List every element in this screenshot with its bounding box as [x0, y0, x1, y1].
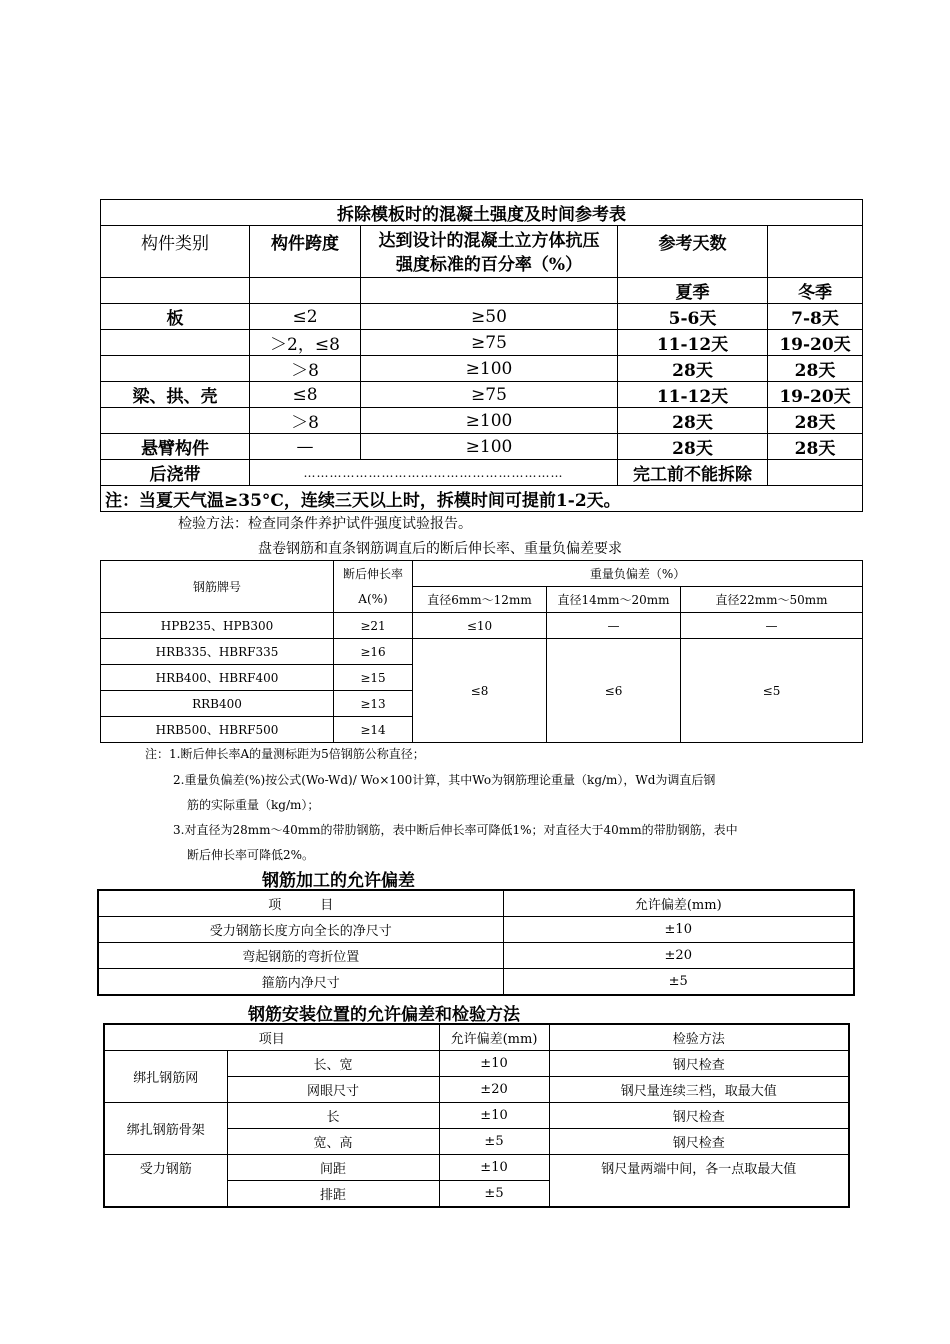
header-elong: 断后伸长率	[334, 561, 413, 587]
table-row: 宽、高 ±5 钢尺检查	[104, 1129, 849, 1155]
table-row: HRB400、HBRF400 ≥15	[101, 665, 863, 691]
table-row: 受力钢筋 间距 ±10 钢尺量两端中间，各一点取最大值	[104, 1155, 849, 1181]
header-summer: 夏季	[618, 278, 768, 304]
table-row: 梁、拱、壳 ≤8 ≥75 11-12天 19-20天	[101, 382, 863, 408]
header-ref-days: 参考天数	[618, 226, 768, 278]
header-weight-dev: 重量负偏差（%）	[413, 561, 863, 587]
table-row: HPB235、HPB300 ≥21 ≤10 — —	[101, 613, 863, 639]
table-row: 网眼尺寸 ±20 钢尺量连续三档，取最大值	[104, 1077, 849, 1103]
installation-tolerance-table: 项目 允许偏差(mm) 检验方法 绑扎钢筋网 长、宽 ±10 钢尺检查 网眼尺寸 ±20 钢尺量连续三档，取最大值 绑扎钢筋骨架 长 ±10 钢尺检查 宽、高 ±5 钢尺检查 受力钢筋 间距 ±10 钢尺量两端中间，各一点取最大值 排距 ±5	[103, 1023, 850, 1208]
table-row: 悬臂构件 — ≥100 28天 28天	[101, 434, 863, 460]
table1-note: 注：当夏天气温≥35°C，连续三天以上时，拆模时间可提前1-2天。	[101, 486, 863, 512]
table3-title: 钢筋加工的允许偏差	[262, 871, 415, 891]
table-row: ＞2，≤8 ≥75 11-12天 19-20天	[101, 330, 863, 356]
table-row: HRB500、HBRF500 ≥14	[101, 717, 863, 743]
table-row: HRB335、HBRF335 ≥16 ≤8 ≤6 ≤5	[101, 639, 863, 665]
table-row: 后浇带 …………………………………………………… 完工前不能拆除	[101, 460, 863, 486]
header-span: 构件跨度	[250, 226, 361, 278]
header-grade: 钢筋牌号	[101, 561, 334, 613]
inspection-method: 检验方法：检查同条件养护试件强度试验报告。	[178, 516, 472, 532]
table-row: 排距 ±5	[104, 1181, 849, 1208]
table-row: ＞8 ≥100 28天 28天	[101, 356, 863, 382]
note-1: 注：1.断后伸长率A的量测标距为5倍钢筋公称直径；	[145, 747, 425, 761]
processing-tolerance-table: 项 目 允许偏差(mm) 受力钢筋长度方向全长的净尺寸 ±10 弯起钢筋的弯折位置 ±20 箍筋内净尺寸 ±5	[97, 889, 855, 996]
table-row: 箍筋内净尺寸 ±5	[98, 969, 854, 996]
table-row: 绑扎钢筋网 长、宽 ±10 钢尺检查	[104, 1051, 849, 1077]
header-d2: 直径14mm～20mm	[547, 587, 681, 613]
table-row: ＞8 ≥100 28天 28天	[101, 408, 863, 434]
table4-title: 钢筋安装位置的允许偏差和检验方法	[248, 1005, 520, 1025]
elongation-table: 钢筋牌号 断后伸长率 重量负偏差（%） A(%) 直径6mm～12mm 直径14mm～20mm 直径22mm～50mm HPB235、HPB300 ≥21 ≤10 — — HRB335、HBRF335 ≥16 ≤8 ≤6 ≤5 HRB400、HBRF400 ≥15 RRB400 ≥13 HRB500、HBRF500 ≥14	[100, 560, 863, 743]
header-d1: 直径6mm～12mm	[413, 587, 547, 613]
note-3: 3.对直径为28mm～40mm的带肋钢筋，表中断后伸长率可降低1%；对直径大于40mm的带肋钢筋，表中	[173, 823, 738, 837]
table-row: 板 ≤2 ≥50 5-6天 7-8天	[101, 304, 863, 330]
header-component-type: 构件类别	[101, 226, 250, 278]
header-winter: 冬季	[768, 278, 863, 304]
table-row: 绑扎钢筋骨架 长 ±10 钢尺检查	[104, 1103, 849, 1129]
table-row: 受力钢筋长度方向全长的净尺寸 ±10	[98, 917, 854, 943]
table1-title: 拆除模板时的混凝土强度及时间参考表	[101, 200, 863, 226]
table2-caption: 盘卷钢筋和直条钢筋调直后的断后伸长率、重量负偏差要求	[258, 541, 622, 557]
table-row: RRB400 ≥13	[101, 691, 863, 717]
note-3-cont: 断后伸长率可降低2%。	[187, 848, 315, 862]
note-2-cont: 筋的实际重量（kg/m）；	[187, 798, 320, 812]
header-strength: 达到设计的混凝土立方体抗压 强度标准的百分率（%）	[361, 226, 618, 278]
table-row: 弯起钢筋的弯折位置 ±20	[98, 943, 854, 969]
formwork-removal-table	[100, 199, 863, 512]
note-2: 2.重量负偏差(%)按公式(Wo-Wd)/ Wo×100计算，其中Wo为钢筋理论重量（kg/m），Wd为调直后钢	[173, 773, 716, 787]
header-d3: 直径22mm～50mm	[681, 587, 863, 613]
